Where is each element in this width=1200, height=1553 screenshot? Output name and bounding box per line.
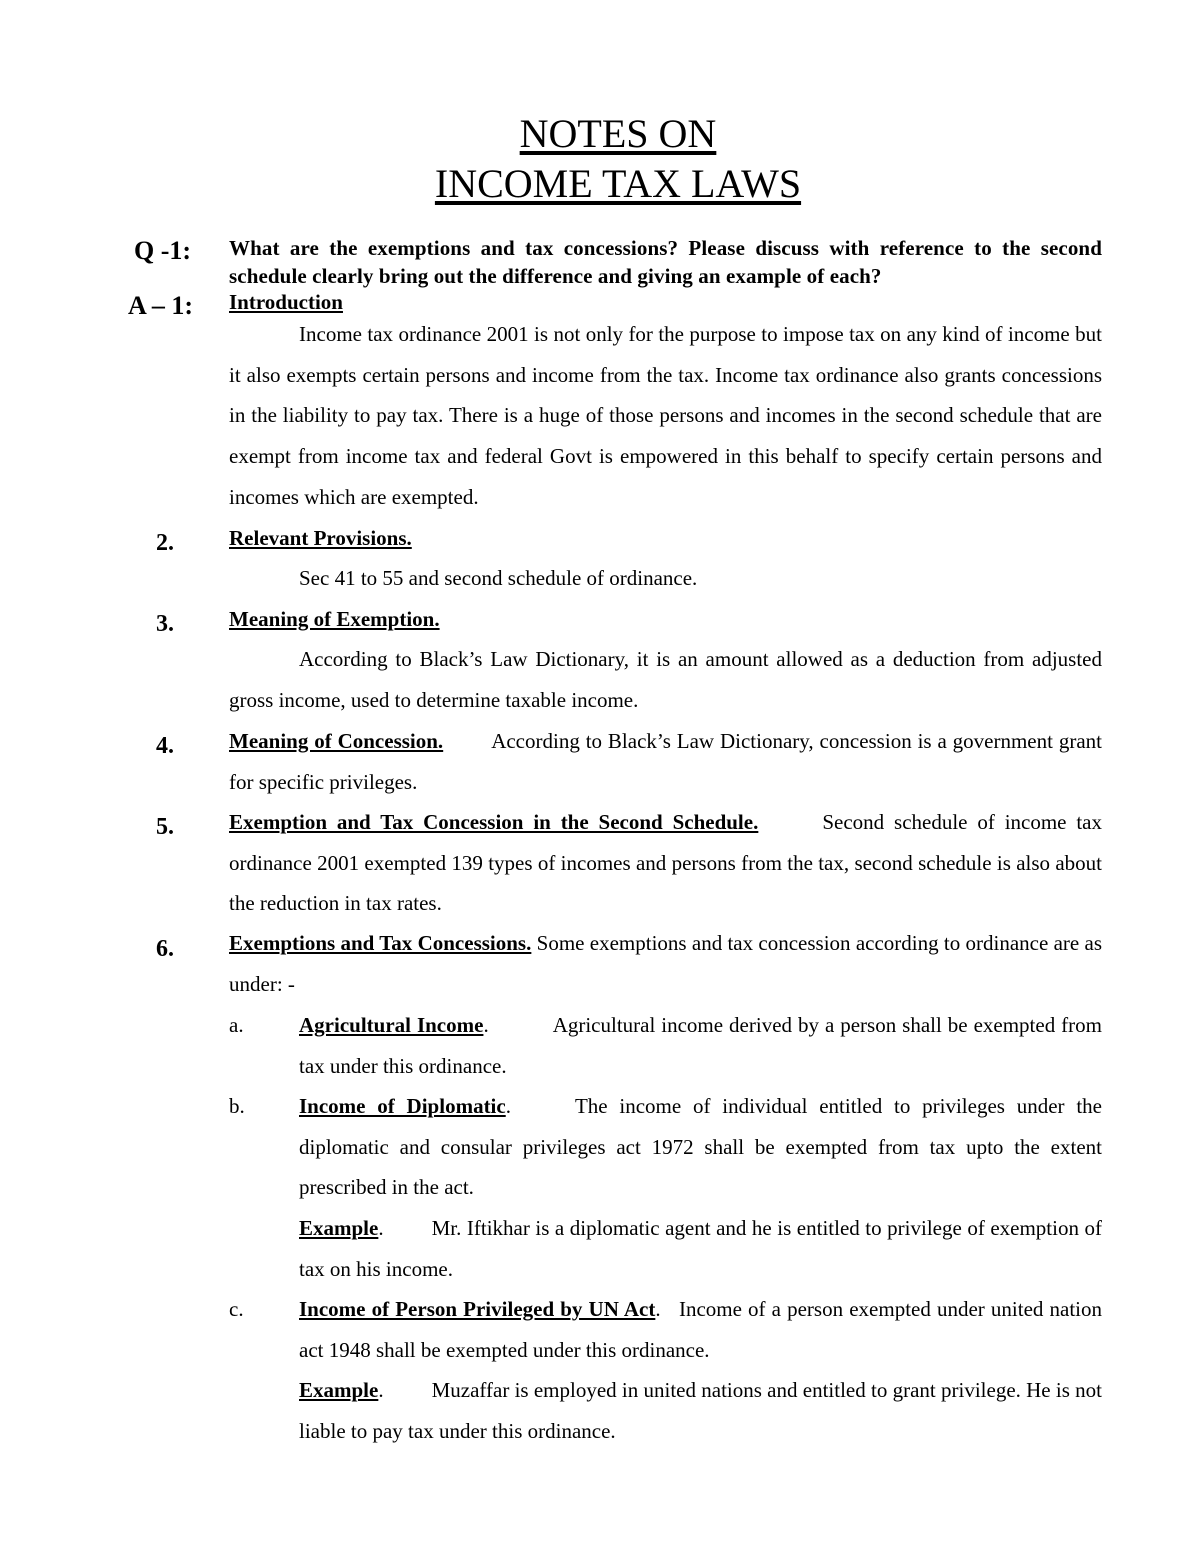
item-b-paragraph: Income of Diplomatic. The income of individual entitled to privileges under the diplomatic and consular privileges act 1972 shall be exempted from tax upto the extent prescribed in the act. [299, 1094, 1102, 1200]
section-6-number: 6. [156, 936, 174, 962]
section-4-number: 4. [156, 733, 174, 759]
item-a-heading: Agricultural Income [299, 1013, 484, 1037]
item-c-example-text: Muzaffar is employed in united nations and entitled to grant privilege. He is not liable to pay tax under this ordinance. [299, 1378, 1102, 1443]
section-2-heading: Relevant Provisions. [229, 526, 412, 550]
intro-paragraph: Income tax ordinance 2001 is not only for the purpose to impose tax on any kind of income but it also exempts certain persons and income from the tax. Income tax ordinance also grants concessions in the liability to pay tax. There is a huge of those persons and incomes in the second schedule that are exempt from income tax and federal Govt is empowered in this behalf to specify certain persons and incomes which are exempted. [229, 322, 1102, 509]
item-c-example: Example. Muzaffar is employed in united nations and entitled to grant privilege. He is not liable to pay tax under this ordinance. [299, 1378, 1102, 1443]
document-title-line-2: INCOME TAX LAWS [434, 161, 802, 206]
item-c-text: Income of a person exempted under united nation act 1948 shall be exempted under this ordinance. [299, 1297, 1103, 1362]
item-b-text: The income of individual entitled to privileges under the diplomatic and consular privileges act 1972 shall be exempted from tax upto the extent prescribed in the act. [299, 1094, 1102, 1200]
item-c-label: c. [229, 1297, 244, 1321]
section-3-text: According to Black’s Law Dictionary, it is an amount allowed as a deduction from adjusted gross income, used to determine taxable income. [229, 647, 1102, 712]
section-2-number: 2. [156, 530, 174, 556]
item-a-paragraph: Agricultural Income. Agricultural income derived by a person shall be exempted from tax under this ordinance. [299, 1013, 1102, 1078]
section-4-paragraph [229, 721, 1102, 802]
document-title-line-1: NOTES ON [519, 111, 717, 156]
question-label: Q -1: [134, 236, 192, 265]
item-a-label: a. [229, 1013, 244, 1037]
section-5-paragraph [229, 802, 1102, 924]
answer-label: A – 1: [128, 291, 193, 320]
section-6-paragraph [229, 923, 1102, 1004]
section-4-text: According to Black’s Law Dictionary, concession is a government grant for specific privileges. [229, 729, 1102, 794]
section-5-text: Second schedule of income tax ordinance 2001 exempted 139 types of incomes and persons from the tax, second schedule is also about the reduction in tax rates. [229, 810, 1103, 916]
item-b-example-text: Mr. Iftikhar is a diplomatic agent and he is entitled to privilege of exemption of tax on his income. [299, 1216, 1102, 1281]
section-4-heading: Meaning of Concession. [229, 729, 444, 753]
intro-heading: Introduction [229, 290, 343, 314]
item-c-example-heading: Example [299, 1378, 379, 1402]
section-2-text: Sec 41 to 55 and second schedule of ordinance. [299, 566, 698, 590]
section-3-number: 3. [156, 611, 174, 637]
item-c-paragraph: Income of Person Privileged by UN Act. Income of a person exempted under united nation act 1948 shall be exempted under this ordinance. [299, 1297, 1103, 1362]
item-c-heading: Income of Person Privileged by UN Act [299, 1297, 656, 1321]
item-b-example-heading: Example [299, 1216, 379, 1240]
item-b-example: Example. Mr. Iftikhar is a diplomatic agent and he is entitled to privilege of exemption of tax on his income. [299, 1216, 1102, 1281]
section-5-number: 5. [156, 814, 174, 840]
item-b-label: b. [229, 1094, 245, 1118]
item-a-text: Agricultural income derived by a person shall be exempted from tax under this ordinance. [299, 1013, 1102, 1078]
item-b-heading: Income of Diplomatic [299, 1094, 506, 1118]
section-6-text: Some exemptions and tax concession according to ordinance are as under: - [229, 931, 1103, 996]
section-3-heading: Meaning of Exemption. [229, 607, 440, 631]
section-6-heading: Exemptions and Tax Concessions. [229, 931, 532, 955]
section-5-heading: Exemption and Tax Concession in the Second Schedule. [229, 810, 759, 834]
question-text: What are the exemptions and tax concessions? Please discuss with reference to the second schedule clearly bring out the difference and giving an example of each? [229, 236, 1102, 288]
